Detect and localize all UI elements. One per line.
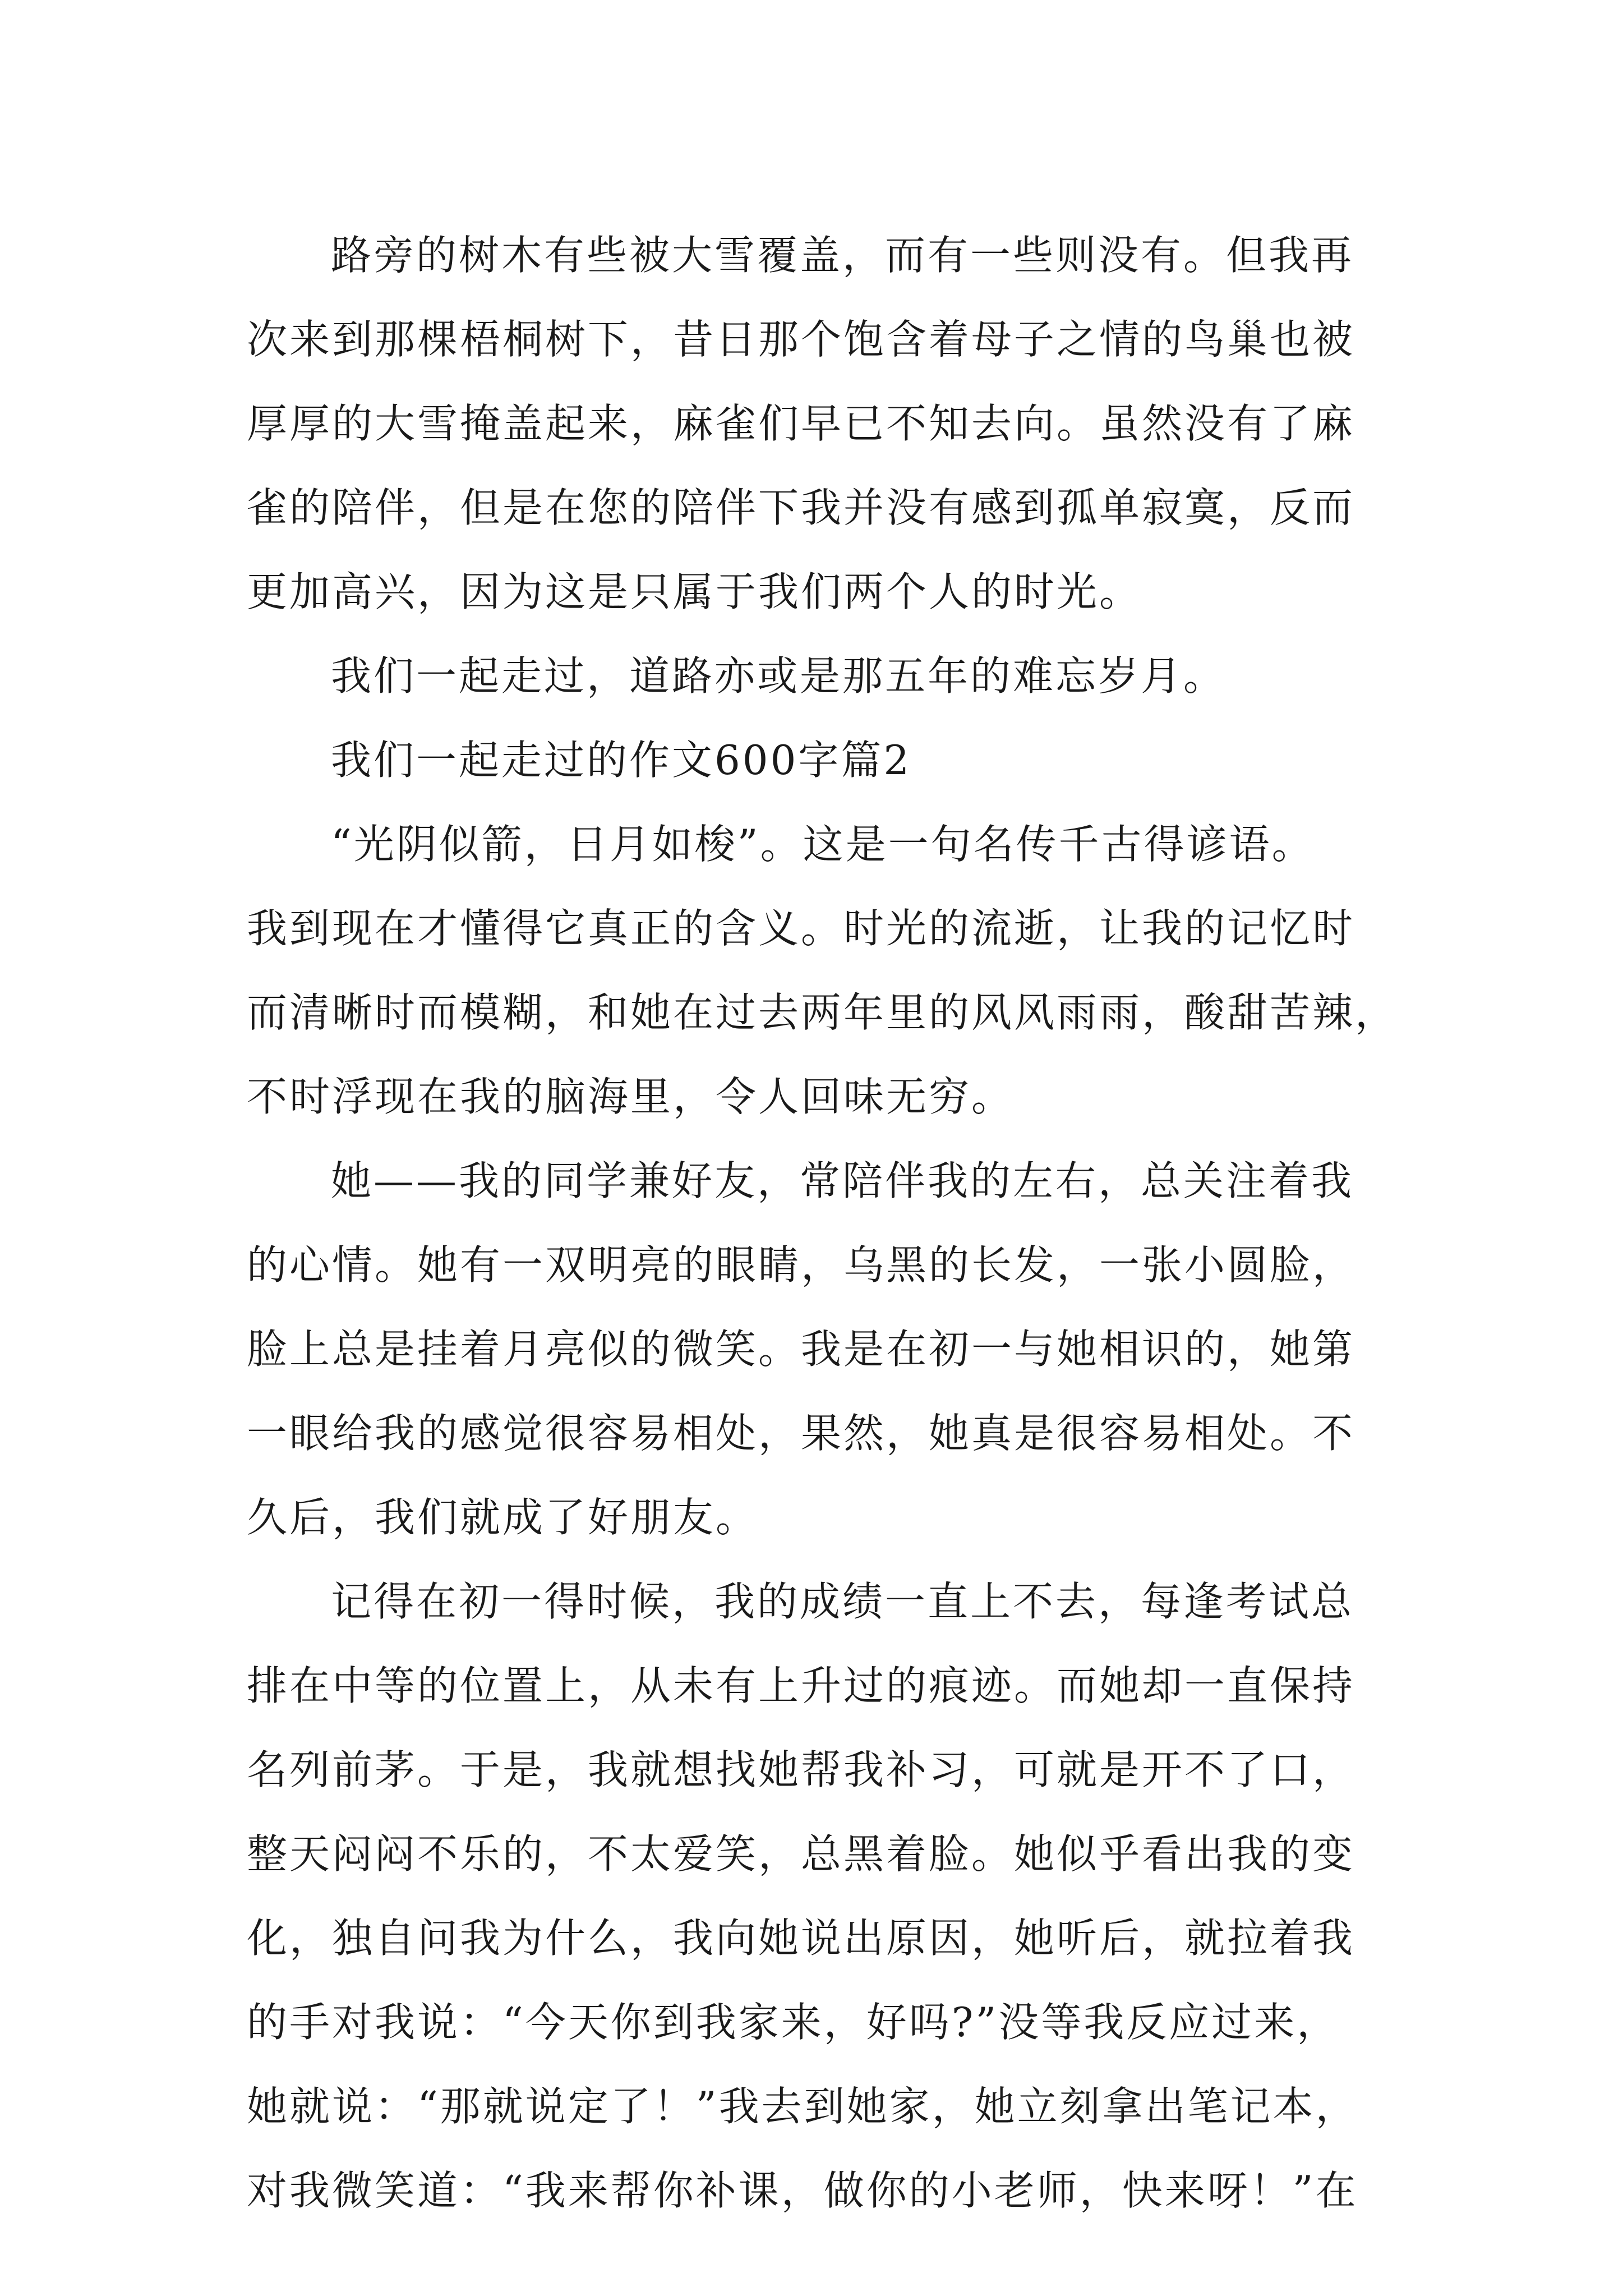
text-line: 她——我的同学兼好友，常陪伴我的左右，总关注着我 [331, 1157, 1354, 1204]
text-line: 厚厚的大雪掩盖起来，麻雀们早已不知去向。虽然没有了麻 [247, 400, 1355, 447]
paragraph [247, 634, 1380, 718]
text-line: 的手对我说：“今天你到我家来，好吗?”没等我反应过来， [247, 1999, 1340, 2046]
text-line: 的心情。她有一双明亮的眼睛，乌黑的长发，一张小圆脸， [247, 1241, 1355, 1289]
paragraph [247, 1139, 1380, 1559]
document-page [247, 213, 1398, 2233]
text-line: 而清晰时而模糊，和她在过去两年里的风风雨雨，酸甜苦辣， [247, 989, 1398, 1036]
heading-text: 我们一起走过的作文600字篇2 [331, 737, 912, 784]
text-line: 雀的陪伴，但是在您的陪伴下我并没有感到孤单寂寞，反而 [247, 484, 1355, 531]
paragraph [247, 213, 1380, 634]
paragraph [247, 802, 1398, 1139]
text-line: 路旁的树木有些被大雪覆盖，而有一些则没有。但我再 [331, 232, 1354, 279]
text-line: 排在中等的位置上，从未有上升过的痕迹。而她却一直保持 [247, 1662, 1355, 1709]
text-line: 不时浮现在我的脑海里，令人回味无穷。 [247, 1073, 1015, 1120]
section-heading [247, 718, 1380, 802]
text-line: 更加高兴，因为这是只属于我们两个人的时光。 [247, 568, 1142, 615]
text-line: 整天闷闷不乐的，不太爱笑，总黑着脸。她似乎看出我的变 [247, 1830, 1355, 1878]
text-line: “光阴似箭，日月如梭”。这是一句名传千古得谚语。 [331, 821, 1315, 868]
text-line: 对我微笑道：“我来帮你补课，做你的小老师，快来呀！”在 [247, 2167, 1358, 2214]
text-line: 我到现在才懂得它真正的含义。时光的流逝，让我的记忆时 [247, 905, 1355, 952]
text-line: 我们一起走过，道路亦或是那五年的难忘岁月。 [331, 652, 1227, 700]
text-line: 久后，我们就成了好朋友。 [247, 1494, 759, 1541]
text-line: 次来到那棵梧桐树下，昔日那个饱含着母子之情的鸟巢也被 [247, 316, 1355, 363]
text-line: 化，独自问我为什么，我向她说出原因，她听后，就拉着我 [247, 1915, 1355, 1962]
text-line: 脸上总是挂着月亮似的微笑。我是在初一与她相识的，她第 [247, 1326, 1355, 1373]
text-line: 名列前茅。于是，我就想找她帮我补习，可就是开不了口， [247, 1746, 1355, 1793]
paragraph [247, 1559, 1380, 2233]
text-line: 一眼给我的感觉很容易相处，果然，她真是很容易相处。不 [247, 1410, 1355, 1457]
text-line: 她就说：“那就说定了！”我去到她家，她立刻拿出笔记本， [247, 2083, 1358, 2130]
text-line: 记得在初一得时候，我的成绩一直上不去，每逢考试总 [331, 1578, 1354, 1625]
